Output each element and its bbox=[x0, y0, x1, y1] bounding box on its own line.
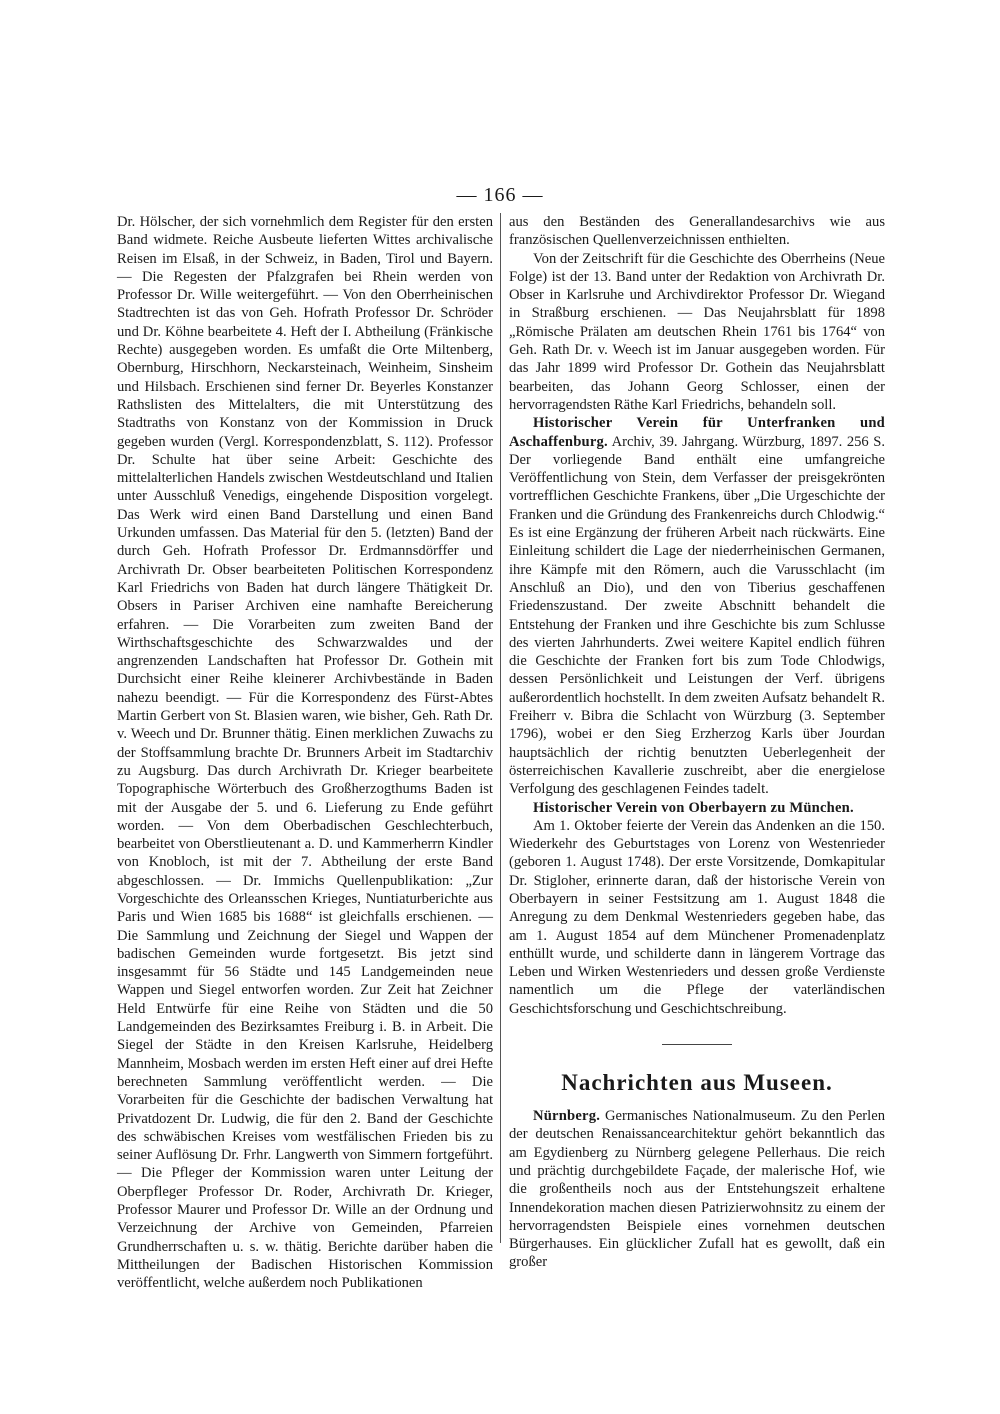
column-divider bbox=[500, 213, 501, 1243]
main-title-museen: Nachrichten aus Museen. bbox=[561, 1070, 833, 1096]
section-separator bbox=[662, 1044, 732, 1045]
section-heading-oberbayern bbox=[509, 799, 885, 817]
section-heading-nuernberg: Nürnberg. bbox=[533, 1108, 601, 1125]
section-text-unterfranken: Archiv, 39. Jahrgang. Würzburg, 1897. 256 S. Der vorliegende Band enthält eine umfangreiche Veröffentlichung von Stein, dem Verfasser der preisgekrönten vortrefflichen Geschichte Frankens, über „Die Urgeschichte der Franken und die Gründung des Frankenreichs durch Chlodwig.“ Es ist eine Ergänzung der früheren Arbeit nach rückwärts. Eine Einleitung schildert die Lage der niederrheinischen Germanen, ihre Kämpfe mit den Römern, auch die Varusschlacht (im Anschluß an Dio), und den von Tiberius geschaffenen Friedenszustand. Der zweite Abschnitt behandelt die Entstehung der Franken und ihre Geschichte bis zum Schlusse des vierten Jahrhunderts. Zwei weitere Kapitel endlich führen die Geschichte der Franken fort bis zum Tode Chlodwigs, dessen Persönlichkeit und Leistungen der Verf. übrigens außerordentlich hochstellt. In dem zweiten Aufsatz behandelt R. Freiherr v. Bibra die Schlacht von Würzburg (3. September 1796), wobei er den Sieg Erzherzog Karls über Jourdan hauptsächlich der richtig benutzten Ueberlegenheit der österreichischen Kavallerie zuschreibt, aber die energielose Verfolgung des geschlagenen Feindes tadelt. bbox=[509, 433, 885, 798]
right-paragraph-continuation: aus den Beständen des Generallandesarchivs wie aus französischen Quellenverzeichnissen enthielten. bbox=[509, 214, 885, 249]
right-column bbox=[509, 213, 885, 1272]
section-unterfranken bbox=[509, 414, 885, 798]
section-heading-oberbayern-text: Historischer Verein von Oberbayern zu München. bbox=[533, 799, 854, 816]
section-text-oberbayern: Am 1. Oktober feierte der Verein das Andenken an die 150. Wiederkehr des Geburtstages von Lorenz von Westenrieder (geboren 1. August 1748). Der erste Vorsitzende, Domkapitular Dr. Stigloher, erinnerte daran, daß der historische Verein von Oberbayern in seiner Festsitzung am 1. August 1848 die Anregung zu dem Denkmal Westenrieders gegeben habe, das am 1. August 1854 auf dem Münchener Promenadenplatz enthüllt wurde, und schilderte dann in längerem Vortrage das Leben und Wirken Westenrieders und dessen große Verdienste namentlich um die Pflege der vaterländischen Geschichtsforschung und Geschichtschreibung. bbox=[509, 817, 885, 1017]
left-paragraph: Dr. Hölscher, der sich vornehmlich dem Register für den ersten Band widmete. Reiche Ausbeute lieferten Wittes archivalische Reisen im Elsaß, in der Schweiz, in Baden, Tirol und Bayern. — Die Regesten der Pfalzgrafen bei Rhein werden von Professor Dr. Wille weitergeführt. — Von den Oberrheinischen Stadtrechten ist das von Geh. Hofrath Professor Dr. Schröder und Dr. Köhne bearbeitete 4. Heft der I. Abtheilung (Fränkische Rechte) ausgegeben worden. Es umfaßt die Orte Miltenberg, Obernburg, Hirschhorn, Neckarsteinach, Weinheim, Sinsheim und Hilsbach. Erschienen sind ferner Dr. Beyerles Konstanzer Rathslisten des Mittelalters, die mit Unterstützung des Stadtraths von Konstanz von der Kommission in Druck gegeben wurden (Vergl. Korrespondenzblatt, S. 112). Professor Dr. Schulte hat über seine Arbeit: Geschichte des mittelalterlichen Handels zwischen Westdeutschland und Italien unter Ausschluß Venedigs, eingehende Disposition vorgelegt. Das Werk wird einen Band Darstellung und einen Band Urkunden umfassen. Das Material für den 5. (letzten) Band der durch Geh. Hofrath Professor Dr. Erdmannsdörffer und Archivrath Dr. Obser bearbeiteten Politischen Korrespondenz Karl Friedrichs von Baden hat durch längere Thätigkeit Dr. Obsers in Pariser Archiven eine namhafte Bereicherung erfahren. — Die Vorarbeiten zum zweiten Band der Wirthschaftsgeschichte des Schwarzwaldes und der angrenzenden Landschaften hat Professor Dr. Gothein mit Durchsicht einer Reihe kleinerer Archivbestände in Baden nahezu beendigt. — Für die Korrespondenz des Fürst-Abtes Martin Gerbert von St. Blasien waren, wie bisher, Geh. Rath Dr. v. Weech und Dr. Brunner thätig. Einen merklichen Zuwachs zu der Stoffsammlung brachte Dr. Brunners Arbeit im Stadtarchiv zu Augsburg. Das durch Archivrath Dr. Krieger bearbeitete Topographische Wörterbuch des Großherzogthums Baden ist mit der Ausgabe der 5. und 6. Lieferung zu Ende geführt worden. — Von dem Oberbadischen Geschlechterbuch, bearbeitet von Oberstlieutenant a. D. und Kammerherrn Kindler von Knobloch, ist mit der 7. Abtheilung der erste Band abgeschlossen. — Dr. Immichs Quellenpublikation: „Zur Vorgeschichte des Orleansschen Krieges, Nuntiaturberichte aus Paris und Wien 1685 bis 1688“ ist gleichfalls erschienen. — Die Sammlung und Zeichnung der Siegel und Wappen der badischen Gemeinden wurde fortgesetzt. Bis jetzt sind insgesammt für 56 Städte und 145 Landgemeinden neue Wappen und Siegel entworfen worden. Zur Zeit hat Zeichner Held Entwürfe für eine Reihe von Städten und die 50 Landgemeinden des Bezirksamtes Freiburg i. B. in Arbeit. Die Siegel der Städte in den Kreisen Karlsruhe, Heidelberg Mannheim, Mosbach werden im ersten Heft einer auf drei Hefte berechneten Sammlung veröffentlicht werden. — Die Vorarbeiten für die Geschichte der badischen Verwaltung hat Privatdozent Dr. Ludwig, die für den 2. Band der Geschichte des schwäbischen Kreises vom westfälischen Frieden bis zu seiner Auflösung Dr. Frhr. Langwerth von Simmern fortgeführt. — Die Pfleger der Kommission waren unter Leitung der Oberpfleger Professor Dr. Roder, Archivrath Dr. Krieger, Professor Maurer und Professor Dr. Wille an der Ordnung und Verzeichnung der Archive von Gemeinden, Pfarreien Grundherrschaften u. s. w. thätig. Berichte darüber haben die Mittheilungen der Badischen Historischen Kommission veröffentlicht, welche außerdem noch Publikationen bbox=[117, 214, 493, 1292]
right-paragraph-zeitschrift: Von der Zeitschrift für die Geschichte des Oberrheins (Neue Folge) ist der 13. Band unter der Redaktion von Archivrath Dr. Obser in Karlsruhe und Archivdirektor Professor Dr. Wiegand in Straßburg erschienen. — Das Neujahrsblatt für 1898 „Römische Prälaten am deutschen Rhein 1761 bis 1764“ von Geh. Rath Dr. v. Weech ist im Januar ausgegeben worden. Für das Jahr 1899 wird Professor Dr. Gothein das Neujahrsblatt bearbeiten, das Johann Georg Schlosser, einen der hervorragendsten Räthe Karl Friedrichs, behandeln soll. bbox=[509, 250, 885, 413]
section-heading-unterfranken: Historischer Verein für Unterfranken und Aschaffenburg. bbox=[509, 415, 885, 450]
section-text-nuernberg: Germanisches Nationalmuseum. Zu den Perlen der deutschen Renaissancearchitektur gehört bekanntlich das am Egydienberg zu Nürnberg gelegene Pellerhaus. Die reich und prächtig durchgebildete Façade, der malerische Hof, wie die großentheils noch aus der Entstehungszeit erhaltene Innendekoration machen diesen Patrizierwohnsitz zu einem der hervorragendsten Beispiele eines vornehmen deutschen Bürgerhauses. Ein glücklicher Zufall hat es gewollt, daß ein großer bbox=[509, 1108, 885, 1271]
section-nuernberg bbox=[509, 1107, 885, 1272]
page-number: — 166 — bbox=[456, 184, 544, 206]
left-column bbox=[117, 213, 493, 1293]
